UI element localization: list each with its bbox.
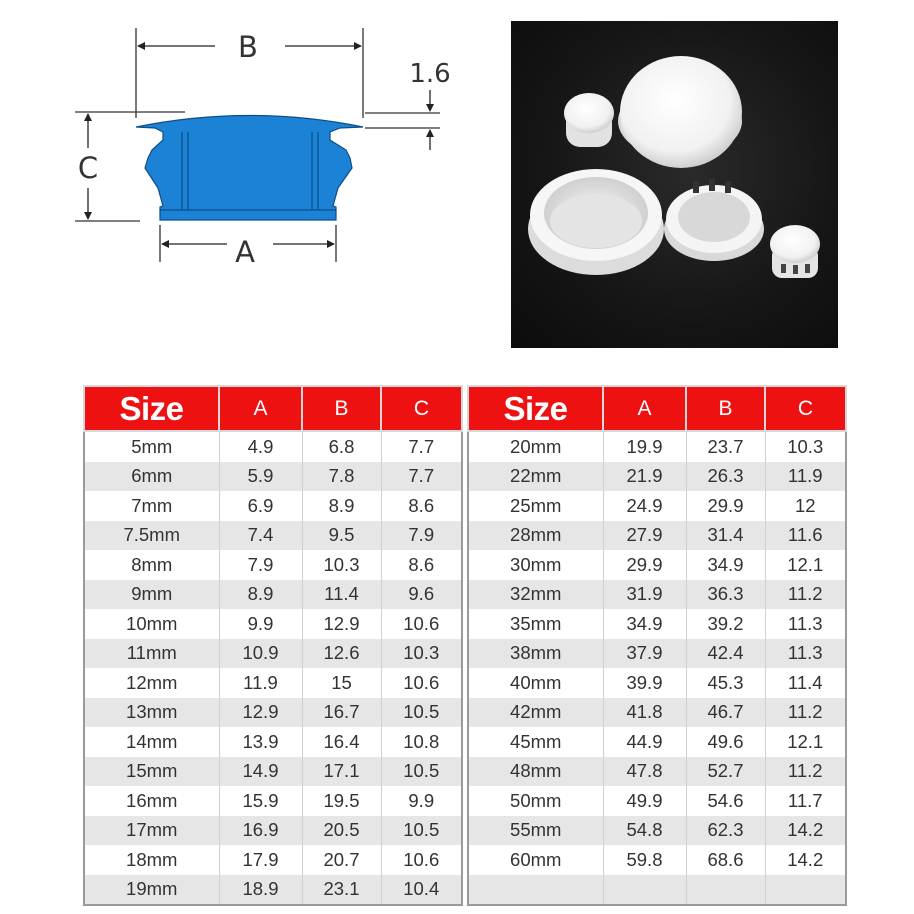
cell-c: 11.6 bbox=[765, 521, 846, 551]
cell-size: 10mm bbox=[84, 609, 219, 639]
cell-a: 14.9 bbox=[219, 757, 302, 787]
cell-b: 11.4 bbox=[302, 580, 381, 610]
cell-b: 7.8 bbox=[302, 462, 381, 492]
table-row bbox=[468, 462, 846, 492]
cell-a: 17.9 bbox=[219, 845, 302, 875]
cell-b: 10.3 bbox=[302, 550, 381, 580]
cell-b: 29.9 bbox=[686, 491, 765, 521]
cell-size: 40mm bbox=[468, 668, 603, 698]
cell-a: 13.9 bbox=[219, 727, 302, 757]
table-row bbox=[468, 786, 846, 816]
table-row bbox=[84, 845, 462, 875]
cell-a: 11.9 bbox=[219, 668, 302, 698]
cell-a: 16.9 bbox=[219, 816, 302, 846]
cell-c: 10.3 bbox=[765, 431, 846, 462]
cell-a: 18.9 bbox=[219, 875, 302, 906]
cell-size bbox=[468, 875, 603, 906]
table-row bbox=[468, 639, 846, 669]
cell-c: 9.6 bbox=[381, 580, 462, 610]
cell-a: 49.9 bbox=[603, 786, 686, 816]
cell-b: 15 bbox=[302, 668, 381, 698]
cell-size: 14mm bbox=[84, 727, 219, 757]
cell-c: 14.2 bbox=[765, 816, 846, 846]
cell-size: 11mm bbox=[84, 639, 219, 669]
cell-b: 16.7 bbox=[302, 698, 381, 728]
table-row bbox=[84, 727, 462, 757]
cell-c: 12.1 bbox=[765, 727, 846, 757]
cell-a: 7.4 bbox=[219, 521, 302, 551]
cell-b: 19.5 bbox=[302, 786, 381, 816]
cell-a: 10.9 bbox=[219, 639, 302, 669]
cell-b: 34.9 bbox=[686, 550, 765, 580]
cell-c: 14.2 bbox=[765, 845, 846, 875]
cell-b: 9.5 bbox=[302, 521, 381, 551]
header-b: B bbox=[686, 386, 765, 431]
header-size: Size bbox=[468, 386, 603, 431]
cell-a: 37.9 bbox=[603, 639, 686, 669]
dimension-a-label: A bbox=[235, 235, 255, 269]
cell-size: 28mm bbox=[468, 521, 603, 551]
cell-c: 10.5 bbox=[381, 698, 462, 728]
table-row bbox=[84, 668, 462, 698]
table-row bbox=[84, 786, 462, 816]
table-row bbox=[84, 698, 462, 728]
table-row bbox=[468, 875, 846, 906]
cell-b: 68.6 bbox=[686, 845, 765, 875]
large-ring bbox=[528, 169, 664, 275]
cell-a: 31.9 bbox=[603, 580, 686, 610]
product-photo bbox=[511, 21, 838, 348]
cell-a: 12.9 bbox=[219, 698, 302, 728]
cell-c: 12.1 bbox=[765, 550, 846, 580]
table-row bbox=[468, 580, 846, 610]
cell-c bbox=[765, 875, 846, 906]
cell-b: 45.3 bbox=[686, 668, 765, 698]
cell-c: 10.4 bbox=[381, 875, 462, 906]
cell-b: 12.9 bbox=[302, 609, 381, 639]
cell-size: 60mm bbox=[468, 845, 603, 875]
cell-c: 7.7 bbox=[381, 431, 462, 462]
cell-c: 10.5 bbox=[381, 816, 462, 846]
cell-c: 11.3 bbox=[765, 609, 846, 639]
cell-c: 11.2 bbox=[765, 757, 846, 787]
cell-b: 23.7 bbox=[686, 431, 765, 462]
cell-size: 35mm bbox=[468, 609, 603, 639]
cell-c: 10.6 bbox=[381, 845, 462, 875]
table-row bbox=[468, 816, 846, 846]
table-row bbox=[84, 875, 462, 906]
cell-c: 10.5 bbox=[381, 757, 462, 787]
cell-size: 7.5mm bbox=[84, 521, 219, 551]
cell-c: 11.7 bbox=[765, 786, 846, 816]
table-row bbox=[84, 550, 462, 580]
cell-b: 62.3 bbox=[686, 816, 765, 846]
size-table-right bbox=[467, 385, 847, 906]
header-c: C bbox=[381, 386, 462, 431]
table-row bbox=[468, 845, 846, 875]
cell-a: 8.9 bbox=[219, 580, 302, 610]
cell-size: 15mm bbox=[84, 757, 219, 787]
header-b: B bbox=[302, 386, 381, 431]
cell-c: 7.9 bbox=[381, 521, 462, 551]
cell-c: 10.6 bbox=[381, 609, 462, 639]
cell-a: 27.9 bbox=[603, 521, 686, 551]
table-row bbox=[84, 757, 462, 787]
cell-b: 8.9 bbox=[302, 491, 381, 521]
cell-size: 7mm bbox=[84, 491, 219, 521]
table-row bbox=[468, 668, 846, 698]
cell-b: 39.2 bbox=[686, 609, 765, 639]
cell-size: 6mm bbox=[84, 462, 219, 492]
cell-size: 30mm bbox=[468, 550, 603, 580]
table-row bbox=[468, 757, 846, 787]
cell-size: 16mm bbox=[84, 786, 219, 816]
cell-c: 10.6 bbox=[381, 668, 462, 698]
header-a: A bbox=[603, 386, 686, 431]
cell-c: 10.3 bbox=[381, 639, 462, 669]
cell-b: 20.7 bbox=[302, 845, 381, 875]
cell-c: 11.2 bbox=[765, 580, 846, 610]
large-cap bbox=[618, 56, 742, 168]
cell-a: 44.9 bbox=[603, 727, 686, 757]
table-row bbox=[468, 550, 846, 580]
cell-size: 22mm bbox=[468, 462, 603, 492]
cell-b: 46.7 bbox=[686, 698, 765, 728]
cell-size: 45mm bbox=[468, 727, 603, 757]
cell-b bbox=[686, 875, 765, 906]
table-row bbox=[468, 491, 846, 521]
cell-c: 7.7 bbox=[381, 462, 462, 492]
cell-b: 20.5 bbox=[302, 816, 381, 846]
cell-b: 36.3 bbox=[686, 580, 765, 610]
table-row bbox=[468, 698, 846, 728]
cell-a: 21.9 bbox=[603, 462, 686, 492]
table-row bbox=[84, 521, 462, 551]
cell-b: 42.4 bbox=[686, 639, 765, 669]
cell-a: 4.9 bbox=[219, 431, 302, 462]
cell-size: 8mm bbox=[84, 550, 219, 580]
cell-b: 52.7 bbox=[686, 757, 765, 787]
cell-a: 34.9 bbox=[603, 609, 686, 639]
table-header-row bbox=[468, 386, 846, 431]
dimension-b-label: B bbox=[238, 30, 258, 64]
cell-size: 48mm bbox=[468, 757, 603, 787]
cell-size: 38mm bbox=[468, 639, 603, 669]
cell-a: 39.9 bbox=[603, 668, 686, 698]
cell-size: 5mm bbox=[84, 431, 219, 462]
cell-a bbox=[603, 875, 686, 906]
cell-size: 9mm bbox=[84, 580, 219, 610]
table-row bbox=[84, 462, 462, 492]
cell-b: 31.4 bbox=[686, 521, 765, 551]
table-row bbox=[468, 431, 846, 462]
cell-a: 6.9 bbox=[219, 491, 302, 521]
cell-a: 47.8 bbox=[603, 757, 686, 787]
table-row bbox=[468, 521, 846, 551]
small-plug-bottom bbox=[770, 225, 820, 278]
cell-a: 41.8 bbox=[603, 698, 686, 728]
cell-b: 16.4 bbox=[302, 727, 381, 757]
cell-a: 29.9 bbox=[603, 550, 686, 580]
cell-b: 26.3 bbox=[686, 462, 765, 492]
header-c: C bbox=[765, 386, 846, 431]
cell-size: 25mm bbox=[468, 491, 603, 521]
cell-c: 11.2 bbox=[765, 698, 846, 728]
cell-a: 9.9 bbox=[219, 609, 302, 639]
cell-c: 8.6 bbox=[381, 550, 462, 580]
cell-size: 42mm bbox=[468, 698, 603, 728]
table-row bbox=[84, 491, 462, 521]
table-row bbox=[84, 816, 462, 846]
cell-c: 9.9 bbox=[381, 786, 462, 816]
cell-b: 23.1 bbox=[302, 875, 381, 906]
cell-a: 7.9 bbox=[219, 550, 302, 580]
thickness-label: 1.6 bbox=[409, 59, 451, 89]
table-row bbox=[84, 639, 462, 669]
cell-b: 12.6 bbox=[302, 639, 381, 669]
cell-c: 10.8 bbox=[381, 727, 462, 757]
header-size: Size bbox=[84, 386, 219, 431]
table-header-row bbox=[84, 386, 462, 431]
cell-c: 11.3 bbox=[765, 639, 846, 669]
cell-size: 17mm bbox=[84, 816, 219, 846]
small-plug-top bbox=[564, 93, 614, 147]
cell-b: 6.8 bbox=[302, 431, 381, 462]
cell-a: 15.9 bbox=[219, 786, 302, 816]
cell-c: 11.4 bbox=[765, 668, 846, 698]
cell-c: 8.6 bbox=[381, 491, 462, 521]
plug-cross-section bbox=[136, 116, 363, 221]
cell-a: 24.9 bbox=[603, 491, 686, 521]
cell-b: 54.6 bbox=[686, 786, 765, 816]
plug-dimension-diagram bbox=[0, 0, 500, 360]
cell-size: 20mm bbox=[468, 431, 603, 462]
cell-c: 11.9 bbox=[765, 462, 846, 492]
medium-ring bbox=[664, 179, 764, 261]
table-row bbox=[84, 609, 462, 639]
cell-a: 19.9 bbox=[603, 431, 686, 462]
cell-size: 12mm bbox=[84, 668, 219, 698]
cell-c: 12 bbox=[765, 491, 846, 521]
cell-size: 32mm bbox=[468, 580, 603, 610]
cell-size: 50mm bbox=[468, 786, 603, 816]
cell-size: 19mm bbox=[84, 875, 219, 906]
cell-a: 59.8 bbox=[603, 845, 686, 875]
table-row bbox=[468, 727, 846, 757]
cell-a: 54.8 bbox=[603, 816, 686, 846]
table-row bbox=[84, 580, 462, 610]
cell-b: 17.1 bbox=[302, 757, 381, 787]
cell-b: 49.6 bbox=[686, 727, 765, 757]
table-row bbox=[84, 431, 462, 462]
size-table-left bbox=[83, 385, 463, 906]
cell-size: 18mm bbox=[84, 845, 219, 875]
dimension-c-label: C bbox=[77, 151, 99, 185]
cell-a: 5.9 bbox=[219, 462, 302, 492]
cell-size: 55mm bbox=[468, 816, 603, 846]
cell-size: 13mm bbox=[84, 698, 219, 728]
header-a: A bbox=[219, 386, 302, 431]
table-row bbox=[468, 609, 846, 639]
